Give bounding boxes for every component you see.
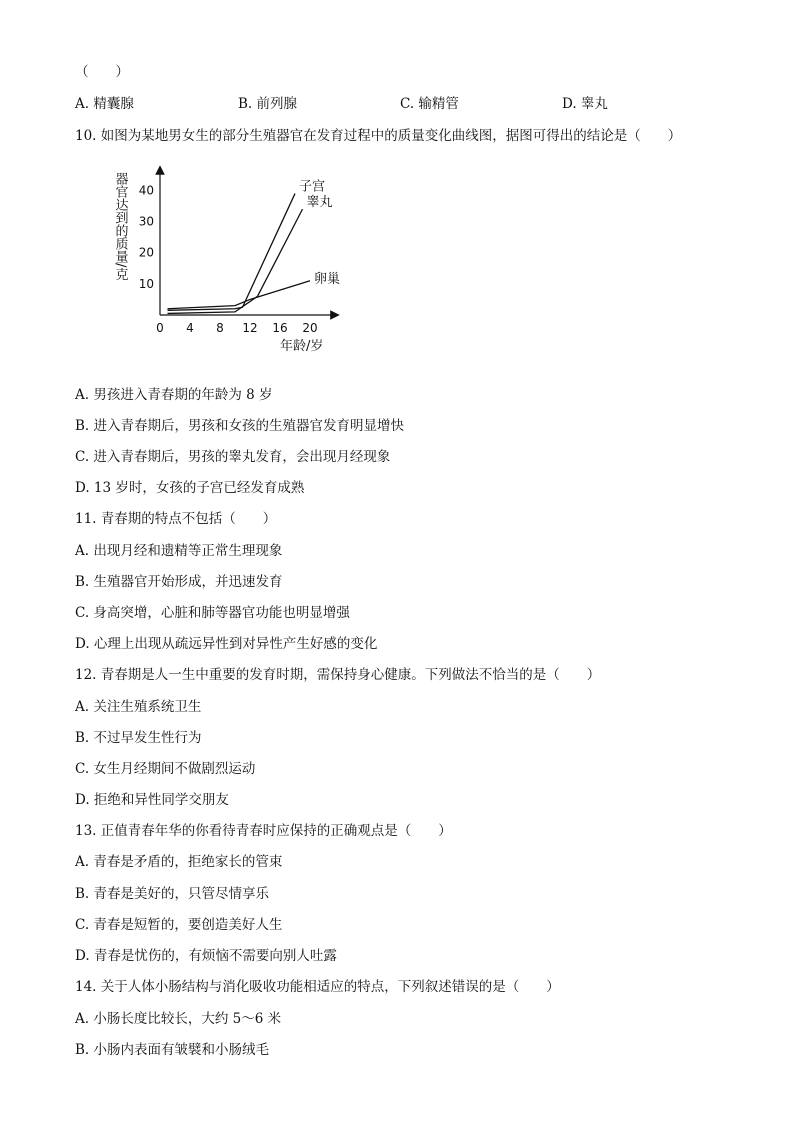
y-tick-label: 30 [138,214,154,229]
q14-option-a[interactable]: A. 小肠长度比较长，大约 5～6 米 [75,1011,282,1027]
q11-stem: 11. 青春期的特点不包括（ ） [75,511,277,527]
q14-stem: 14. 关于人体小肠结构与消化吸收功能相适应的特点，下列叙述错误的是（ ） [75,979,560,995]
q11-option-d[interactable]: D. 心理上出现从疏远异性到对异性产生好感的变化 [75,636,378,652]
x-tick-label: 20 [302,321,318,335]
x-axis-label: 年龄/岁 [280,339,324,354]
q9-answer-paren: （ ） [75,64,129,80]
series-line-1 [168,194,296,311]
q9-option-b[interactable]: B. 前列腺 [238,96,298,112]
q10-stem: 10. 如图为某地男女生的部分生殖器官在发育过程中的质量变化曲线图，据图可得出的结论是（ ） [75,128,682,144]
q13-option-b[interactable]: B. 青春是美好的，只管尽情享乐 [75,886,270,902]
q9-options [75,95,715,113]
x-tick-label: 4 [186,321,194,335]
q13-option-c[interactable]: C. 青春是短暂的，要创造美好人生 [75,917,283,933]
series-label-3: 卵巢 [314,271,341,287]
q11-option-a[interactable]: A. 出现月经和遗精等正常生理现象 [75,543,283,559]
q11-option-c[interactable]: C. 身高突增，心脏和肺等器官功能也明显增强 [75,605,350,621]
series-line-2 [168,209,303,313]
q12-option-d[interactable]: D. 拒绝和异性同学交朋友 [75,792,229,808]
q10-option-b[interactable]: B. 进入青春期后，男孩和女孩的生殖器官发育明显增快 [75,418,405,434]
q13-stem: 13. 正值青春年华的你看待青春时应保持的正确观点是（ ） [75,823,452,839]
q10-option-a[interactable]: A. 男孩进入青春期的年龄为 8 岁 [75,387,273,403]
series-line-3 [168,281,311,309]
q13-option-d[interactable]: D. 青春是忧伤的，有烦恼不需要向别人吐露 [75,948,337,964]
organ-mass-chart [100,160,360,360]
q12-option-c[interactable]: C. 女生月经期间不做剧烈运动 [75,761,256,777]
x-tick-label: 8 [216,321,224,335]
q9-option-a[interactable]: A. 精囊腺 [75,96,134,112]
q11-option-b[interactable]: B. 生殖器官开始形成，并迅速发育 [75,574,283,590]
x-tick-label: 16 [272,321,288,335]
q10-option-c[interactable]: C. 进入青春期后，男孩的睾丸发育，会出现月经现象 [75,449,391,465]
q9-option-c[interactable]: C. 输精管 [400,96,459,112]
series-label-1: 子宫 [299,179,326,195]
q14-option-b[interactable]: B. 小肠内表面有皱襞和小肠绒毛 [75,1042,270,1058]
y-tick-label: 20 [138,245,154,260]
y-tick-label: 40 [138,183,154,198]
q9-option-d[interactable]: D. 睾丸 [562,96,608,112]
x-tick-label: 0 [156,321,164,335]
q12-option-b[interactable]: B. 不过早发生性行为 [75,730,202,746]
series-label-2: 睾丸 [306,195,333,211]
q12-stem: 12. 青春期是人一生中重要的发育时期，需保持身心健康。下列做法不恰当的是（ ） [75,667,601,683]
q12-option-a[interactable]: A. 关注生殖系统卫生 [75,699,202,715]
y-axis-label: 器官达到的质量/克 [112,172,128,281]
y-tick-label: 10 [138,276,154,291]
q10-option-d[interactable]: D. 13 岁时，女孩的子宫已经发育成熟 [75,480,305,496]
x-tick-label: 12 [242,321,258,335]
q13-option-a[interactable]: A. 青春是矛盾的，拒绝家长的管束 [75,854,283,870]
